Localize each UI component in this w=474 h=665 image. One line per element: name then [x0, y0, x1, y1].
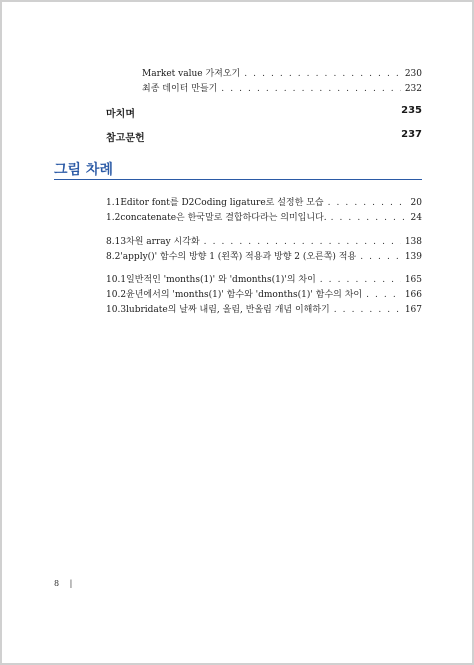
figure-page: 20	[410, 198, 422, 208]
figure-entry[interactable]	[106, 274, 422, 286]
toc-chapter[interactable]	[106, 129, 422, 144]
figure-title: 윤년에서의 'months(1)' 함수와 'dmonths(1)' 함수의 차이	[126, 290, 363, 300]
figure-number: 1.2	[106, 213, 121, 223]
leader-dots	[221, 83, 401, 95]
toc-entry-page: 232	[404, 84, 422, 94]
figure-entry[interactable]	[106, 251, 422, 263]
figure-page: 167	[404, 305, 422, 315]
section-heading: 그림 차례	[54, 162, 113, 178]
figure-title: lubridate의 날짜 내림, 올림, 반올림 개념 이해하기	[126, 305, 330, 315]
figure-title: 3차원 array 시각화	[120, 237, 200, 247]
figure-title: 'apply()' 함수의 방향 1 (왼쪽) 적용과 방향 2 (오른쪽) 적용	[120, 252, 357, 262]
figure-page: 166	[404, 290, 422, 300]
page-number: 8	[54, 579, 60, 588]
page-footer	[54, 579, 72, 588]
toc-entry[interactable]	[142, 68, 422, 80]
figure-entry[interactable]	[106, 289, 422, 301]
toc-chapter-page: 235	[401, 105, 422, 116]
figure-entry[interactable]	[106, 236, 422, 248]
figure-number: 10.1	[106, 275, 127, 285]
figure-entry[interactable]	[106, 212, 422, 224]
toc-entry-title: 최종 데이터 만들기	[142, 84, 218, 94]
leader-dots	[328, 197, 407, 209]
toc-chapter[interactable]	[106, 105, 422, 120]
toc-chapter-page: 237	[401, 129, 422, 140]
figure-number: 1.1	[106, 198, 121, 208]
figure-number: 8.1	[106, 237, 121, 247]
toc-chapter-title: 참고문헌	[106, 133, 145, 144]
figure-page: 165	[404, 275, 422, 285]
leader-dots	[334, 304, 401, 316]
section-divider	[54, 179, 422, 180]
toc-entry-page: 230	[404, 69, 422, 79]
figure-page: 24	[410, 213, 422, 223]
leader-dots	[320, 274, 401, 286]
leader-dots	[244, 68, 401, 80]
figure-number: 10.2	[106, 290, 127, 300]
toc-entry[interactable]	[142, 83, 422, 95]
figure-title: concatenate은 한국말로 결합하다라는 의미입니다.	[120, 213, 327, 223]
figure-number: 10.3	[106, 305, 127, 315]
leader-dots	[331, 212, 407, 224]
figure-title: Editor font를 D2Coding ligature로 설정한 모습	[120, 198, 324, 208]
leader-dots	[204, 236, 401, 248]
footer-separator: |	[69, 579, 73, 588]
toc-entry-title: Market value 가져오기	[142, 69, 241, 79]
figure-number: 8.2	[106, 252, 121, 262]
figure-entry[interactable]	[106, 197, 422, 209]
leader-dots	[366, 289, 401, 301]
figure-page: 138	[404, 237, 422, 247]
figure-entry[interactable]	[106, 304, 422, 316]
toc-chapter-title: 마치며	[106, 109, 135, 120]
leader-dots	[360, 251, 401, 263]
figure-page: 139	[404, 252, 422, 262]
figure-title: 일반적인 'months(1)' 와 'dmonths(1)'의 차이	[126, 275, 316, 285]
